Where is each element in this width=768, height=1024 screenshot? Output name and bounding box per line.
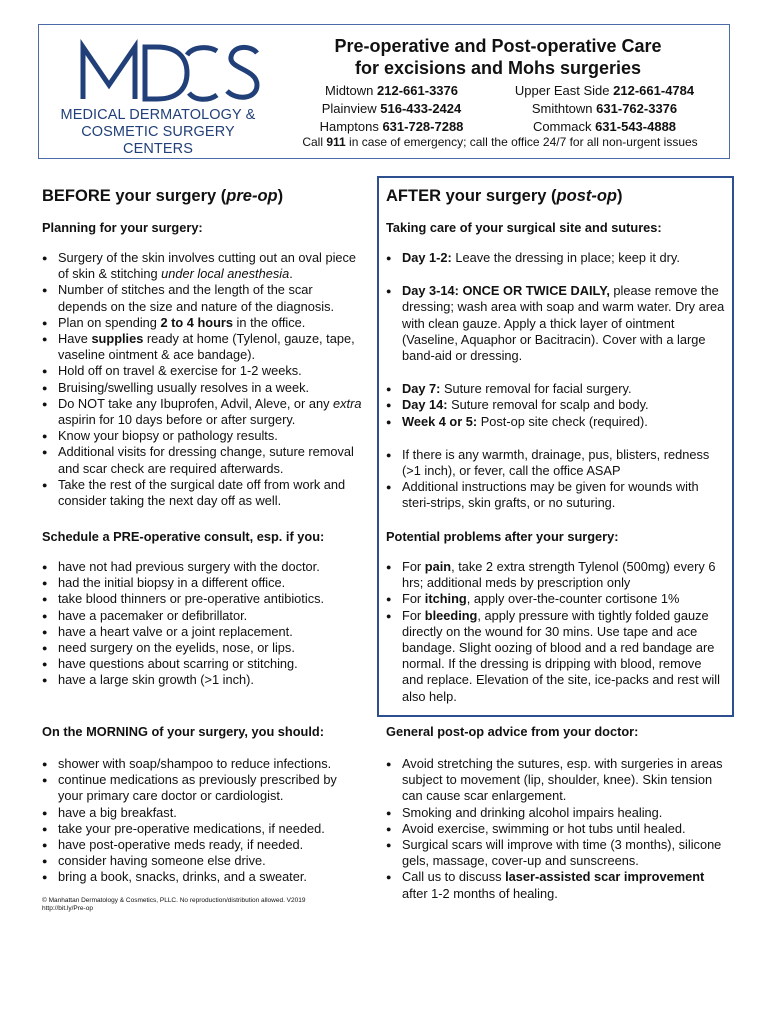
phone-number[interactable]: 631-543-4888 <box>595 119 677 134</box>
list-item: ● Additional visits for dressing change, suture removal and scar check are required afterwards. <box>42 444 362 476</box>
phone-number[interactable]: 631-728-7288 <box>382 119 464 134</box>
problems-section <box>386 529 726 705</box>
before-title: BEFORE your surgery (pre-op) <box>42 187 284 205</box>
list-item: ● take blood thinners or pre-operative antibiotics. <box>42 591 362 607</box>
list-item: ● Surgery of the skin involves cutting out an oval piece of skin & stitching under local anesthesia. <box>42 250 362 282</box>
title-line-2: for excisions and Mohs surgeries <box>354 58 642 78</box>
phone-number[interactable]: 631-762-3376 <box>596 101 678 116</box>
planning-list <box>42 250 362 509</box>
document-title <box>285 35 711 79</box>
care-list-day-3-14 <box>386 283 726 364</box>
list-item: ● Do NOT take any Ibuprofen, Advil, Aleve, or any extra aspirin for 10 days before or after surgery. <box>42 396 362 428</box>
consult-heading: Schedule a PRE-operative consult, esp. if you: <box>42 529 325 544</box>
list-item: ● For pain, take 2 extra strength Tylenol (500mg) every 6 hrs; additional meds by prescription only <box>386 559 726 591</box>
list-item: ● Smoking and drinking alcohol impairs healing. <box>386 805 726 821</box>
list-item: ● Bruising/swelling usually resolves in a week. <box>42 380 362 396</box>
list-item: ● have a large skin growth (>1 inch). <box>42 672 362 688</box>
list-item: ● Take the rest of the surgical date off from work and consider taking the next day off as well. <box>42 477 362 509</box>
list-item: ● Avoid exercise, swimming or hot tubs until healed. <box>386 821 726 837</box>
phone-number[interactable]: 516-433-2424 <box>380 101 462 116</box>
list-item: ● For bleeding, apply pressure with tightly folded gauze directly on the wound for 30 mins. Use tape and ace bandage. Slight oozing of blood and a red bandage are normal. If the dressing is dripping with blood, remove and replace. Elevation of the site, ice-packs and rest will also help. <box>386 608 726 705</box>
list-item: ● Avoid stretching the sutures, esp. with surgeries in areas subject to movement (lip, shoulder, knee). Skin tension can cause scar enlargement. <box>386 756 726 805</box>
office-plainview: Plainview 516-433-2424 <box>321 101 462 116</box>
office-phone-list <box>285 82 711 136</box>
phone-number[interactable]: 212-661-3376 <box>377 83 458 98</box>
care-list-day-1-2 <box>386 250 726 266</box>
list-item: ● If there is any warmth, drainage, pus, blisters, redness (>1 inch), or fever, call the office ASAP <box>386 447 726 479</box>
list-item: ● have post-operative meds ready, if needed. <box>42 837 362 853</box>
advice-heading: General post-op advice from your doctor: <box>386 724 639 739</box>
care-list-warnings <box>386 447 726 512</box>
list-item: ● bring a book, snacks, drinks, and a sweater. <box>42 869 362 885</box>
logo-line-2: COSMETIC SURGERY CENTERS <box>81 124 235 157</box>
list-item: ● have a big breakfast. <box>42 805 362 821</box>
consult-section <box>42 529 362 689</box>
list-item: ● consider having someone else drive. <box>42 853 362 869</box>
office-hamptons: Hamptons 631-728-7288 <box>319 119 464 134</box>
list-item: ● shower with soap/shampoo to reduce infections. <box>42 756 362 772</box>
list-item: ● Week 4 or 5: Post-op site check (required). <box>386 414 726 430</box>
after-section <box>386 186 726 512</box>
office-smithtown: Smithtown 631-762-3376 <box>531 101 678 116</box>
list-item: ● had the initial biopsy in a different office. <box>42 575 362 591</box>
office-upper-east-side: Upper East Side 212-661-4784 <box>514 83 695 98</box>
list-item: ● Day 14: Suture removal for scalp and body. <box>386 397 726 413</box>
list-item: ● Know your biopsy or pathology results. <box>42 428 362 444</box>
list-item: ● Plan on spending 2 to 4 hours in the office. <box>42 315 362 331</box>
list-item: ● Call us to discuss laser-assisted scar improvement after 1-2 months of healing. <box>386 869 726 901</box>
office-commack: Commack 631-543-4888 <box>532 119 677 134</box>
after-title: AFTER your surgery (post-op) <box>386 187 623 205</box>
list-item: ● Hold off on travel & exercise for 1-2 weeks. <box>42 363 362 379</box>
phone-number[interactable]: 212-661-4784 <box>613 83 695 98</box>
care-heading: Taking care of your surgical site and sutures: <box>386 220 662 235</box>
copyright-footer <box>42 897 382 913</box>
morning-heading: On the MORNING of your surgery, you should: <box>42 724 325 739</box>
problems-heading: Potential problems after your surgery: <box>386 529 619 544</box>
list-item: ● have a pacemaker or defibrillator. <box>42 608 362 624</box>
list-item: ● take your pre-operative medications, if needed. <box>42 821 362 837</box>
list-item: ● Day 1-2: Leave the dressing in place; keep it dry. <box>386 250 726 266</box>
copyright-line: © Manhattan Dermatology & Cosmetics, PLLC. No reproduction/distribution allowed. V2019 <box>42 897 306 904</box>
list-item: ● For itching, apply over-the-counter cortisone 1% <box>386 591 726 607</box>
list-item: ● need surgery on the eyelids, nose, or lips. <box>42 640 362 656</box>
list-item: ● have a heart valve or a joint replacement. <box>42 624 362 640</box>
list-item: ● Day 3-14: ONCE OR TWICE DAILY, please remove the dressing; wash area with soap and warm water. Dry area with clean gauze. Apply a thick layer of ointment (Vaseline, Aquaphor or Bacitracin). Cover with a large band-aid or dressing. <box>386 283 726 364</box>
planning-heading: Planning for your surgery: <box>42 220 203 235</box>
mdcs-logo-mark <box>53 39 263 107</box>
emergency-note: Call 911 in case of emergency; call the office 24/7 for all non-urgent issues <box>302 135 698 149</box>
list-item: ● Have supplies ready at home (Tylenol, gauze, tape, vaseline ointment & ace bandage). <box>42 331 362 363</box>
before-section <box>42 186 362 509</box>
consult-list <box>42 559 362 689</box>
mdcs-logo <box>53 39 263 158</box>
problems-list <box>386 559 726 705</box>
care-list-suture-removal <box>386 381 726 430</box>
advice-section <box>386 724 726 902</box>
list-item: ● have questions about scarring or stitching. <box>42 656 362 672</box>
list-item: ● continue medications as previously prescribed by your primary care doctor or cardiologist. <box>42 772 362 804</box>
logo-line-1: MEDICAL DERMATOLOGY & <box>60 107 256 123</box>
morning-list <box>42 756 362 886</box>
list-item: ● have not had previous surgery with the doctor. <box>42 559 362 575</box>
title-line-1: Pre-operative and Post-operative Care <box>334 36 662 56</box>
short-link[interactable]: http://bit.ly/Pre-op <box>42 905 93 912</box>
list-item: ● Number of stitches and the length of the scar depends on the size and nature of the diagnosis. <box>42 282 362 314</box>
advice-list <box>386 756 726 902</box>
list-item: ● Additional instructions may be given for wounds with steri-strips, skin grafts, or no suturing. <box>386 479 726 511</box>
header-box <box>38 24 730 159</box>
list-item: ● Day 7: Suture removal for facial surgery. <box>386 381 726 397</box>
office-midtown: Midtown 212-661-3376 <box>324 83 458 98</box>
list-item: ● Surgical scars will improve with time (3 months), silicone gels, massage, cover-up and sunscreens. <box>386 837 726 869</box>
morning-section <box>42 724 362 886</box>
